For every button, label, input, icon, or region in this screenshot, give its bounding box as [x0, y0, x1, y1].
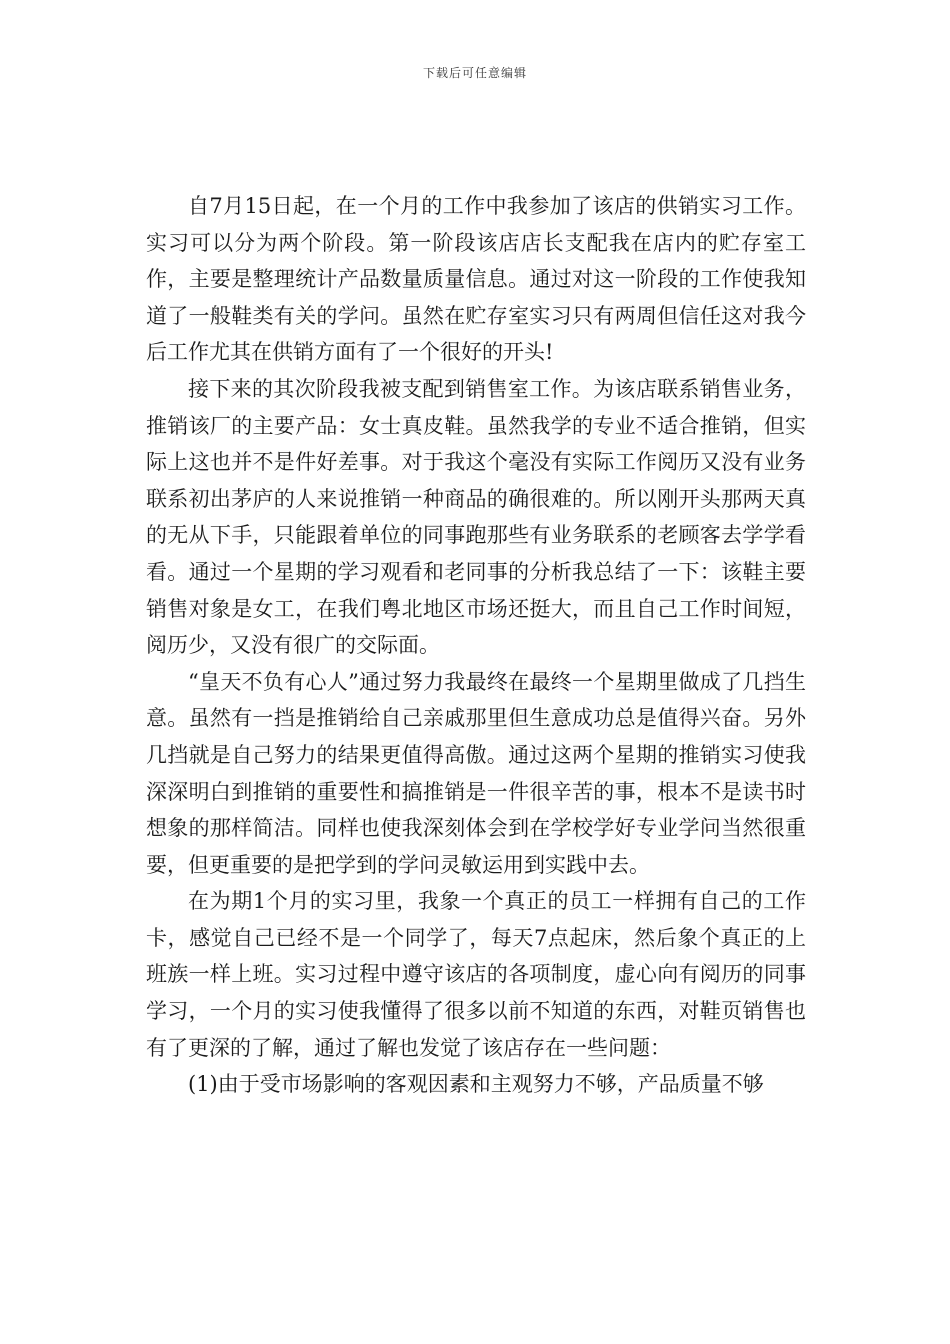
paragraph-5: (1)由于受市场影响的客观因素和主观努力不够，产品质量不够 — [188, 1072, 764, 1097]
paragraph-1: 自7月15日起，在一个月的工作中我参加了该店的供销实习工作。实习可以分为两个阶段。第一阶段该店店长支配我在店内的贮存室工作，主要是整理统计产品数量质量信息。通过对这一阶段的工作使我知道了一般鞋类有关的学问。虽然在贮存室实习只有两周但信任这对我今后工作尤其在供销方面有了一个很好的开头! — [146, 194, 806, 365]
document-body — [146, 188, 806, 1103]
page-header: 下载后可任意编辑 — [422, 66, 527, 80]
paragraph-4: 在为期1个月的实习里，我象一个真正的员工一样拥有自己的工作卡，感觉自己已经不是一个同学了，每天7点起床，然后象个真正的上班族一样上班。实习过程中遵守该店的各项制度，虚心向有阅历的同事学习，一个月的实习使我懂得了很多以前不知道的东西，对鞋页销售也有了更深的了解，通过了解也发觉了该店存在一些问题： — [146, 889, 806, 1060]
paragraph-2: 接下来的其次阶段我被支配到销售室工作。为该店联系销售业务，推销该厂的主要产品：女士真皮鞋。虽然我学的专业不适合推销，但实际上这也并不是件好差事。对于我这个毫没有实际工作阅历又没有业务联系初出茅庐的人来说推销一种商品的确很难的。所以刚开头那两天真的无从下手，只能跟着单位的同事跑那些有业务联系的老顾客去学学看看。通过一个星期的学习观看和老同事的分析我总结了一下：该鞋主要销售对象是女工，在我们粤北地区市场还挺大，而且自己工作时间短，阅历少，又没有很广的交际面。 — [146, 376, 806, 658]
paragraph-3: “皇天不负有心人”通过努力我最终在最终一个星期里做成了几挡生意。虽然有一挡是推销给自己亲戚那里但生意成功总是值得兴奋。另外几挡就是自己努力的结果更值得高傲。通过这两个星期的推销实习使我深深明白到推销的重要性和搞推销是一件很辛苦的事，根本不是读书时想象的那样简洁。同样也使我深刻体会到在学校学好专业学问当然很重要，但更重要的是把学到的学问灵敏运用到实践中去。 — [146, 669, 806, 877]
